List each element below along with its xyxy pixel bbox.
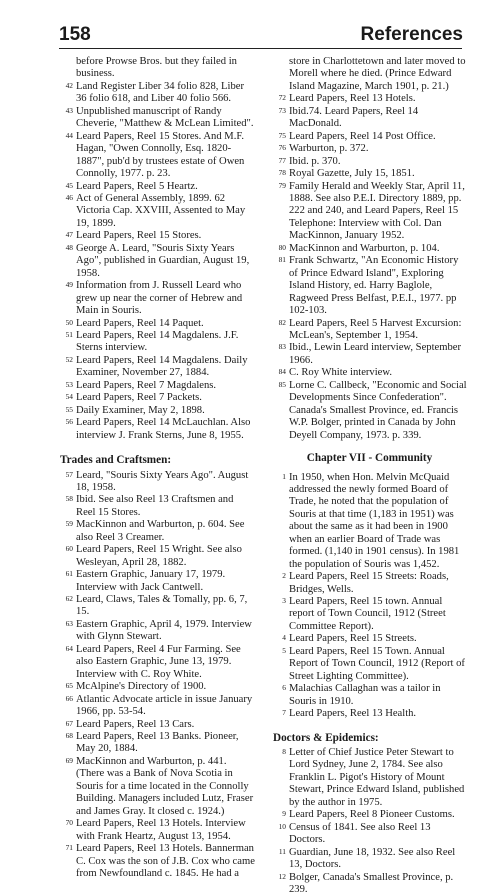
endnote-number: 56 — [65, 417, 73, 427]
header-rule — [59, 48, 462, 49]
endnote — [59, 131, 255, 181]
endnote-text: Warburton, p. 372. — [289, 143, 369, 155]
endnote-number: 75 — [278, 130, 286, 140]
left-notes-bottom — [59, 470, 255, 881]
endnote-text: Land Register Liber 34 folio 828, Liber 36 folio 618, and Liber 40 folio 566. — [76, 80, 244, 105]
endnote-number: 46 — [65, 192, 73, 202]
endnote-text: before Prowse Bros. but they failed in business. — [76, 56, 237, 80]
endnote-number: 58 — [65, 494, 73, 504]
endnote-number: 61 — [65, 569, 73, 579]
endnote — [272, 131, 467, 143]
endnote-text: Royal Gazette, July 15, 1851. — [289, 168, 415, 180]
endnote — [272, 708, 467, 720]
endnote-text: Leard, Claws, Tales & Tomally, pp. 6, 7, 15. — [76, 594, 248, 618]
endnote — [59, 470, 255, 495]
endnote-number: 84 — [278, 367, 286, 377]
endnote-number: 55 — [65, 404, 73, 414]
endnote-text: Ibid., Lewin Leard interview, September 1966. — [289, 342, 461, 366]
right-notes-top — [272, 56, 467, 442]
endnote-text: Leard, "Souris Sixty Years Ago". August 18, 1958. — [76, 469, 249, 493]
endnote-number: 6 — [282, 683, 286, 693]
chapter-heading: Chapter VII - Community — [306, 452, 433, 465]
endnote-text: Leard Papers, Reel 13 Hotels. — [289, 93, 416, 105]
endnote — [59, 230, 255, 242]
endnote — [59, 644, 255, 681]
endnote-number: 59 — [65, 519, 73, 529]
endnote-number: 5 — [282, 645, 286, 655]
endnote-number: 80 — [278, 242, 286, 252]
endnote — [59, 519, 255, 544]
endnote-number: 83 — [278, 342, 286, 352]
endnote-number: 64 — [65, 643, 73, 653]
endnote-number: 9 — [282, 809, 286, 819]
endnote — [272, 872, 467, 896]
endnote-number: 44 — [65, 130, 73, 140]
endnote — [59, 719, 255, 731]
endnote-number: 42 — [65, 80, 73, 90]
endnote-number: 70 — [65, 818, 73, 828]
endnote — [59, 594, 255, 619]
endnote-text: Leard Papers, Reel 15 town. Annual report of Town Council, 1912 (Street Committee Report). — [289, 596, 446, 632]
endnote-text: Bolger, Canada's Smallest Province, p. 239. — [289, 871, 454, 895]
endnote — [59, 181, 255, 193]
endnote — [272, 646, 467, 683]
endnote — [272, 596, 467, 633]
endnote-number: 12 — [278, 871, 286, 881]
endnote-text: Leard Papers, Reel 5 Heartz. — [76, 180, 198, 192]
endnote — [59, 318, 255, 330]
endnote-number: 10 — [278, 821, 286, 831]
endnote — [272, 56, 467, 93]
endnote-text: Leard Papers, Reel 15 Streets: Roads, Bridges, Wells. — [289, 571, 449, 595]
endnote-number: 66 — [65, 693, 73, 703]
endnote-text: Leard Papers, Reel 14 Magdalens. J.F. Sterns interview. — [76, 329, 239, 354]
endnote — [59, 544, 255, 569]
endnote — [59, 818, 255, 843]
endnote — [272, 106, 467, 131]
endnote-number: 68 — [65, 731, 73, 741]
endnote-number: 62 — [65, 594, 73, 604]
endnote-number: 1 — [282, 471, 286, 481]
endnote-number: 79 — [278, 180, 286, 190]
endnote — [59, 405, 255, 417]
endnote — [59, 355, 255, 380]
right-notes-chapter — [272, 472, 467, 721]
endnote-number: 50 — [65, 317, 73, 327]
endnote-text: Unpublished manuscript of Randy Cheverie, "Matthew & McLean Limited". — [76, 105, 254, 130]
endnote-number: 4 — [282, 633, 286, 643]
endnote-text: MacKinnon and Warburton, p. 604. See also Reel 3 Creamer. — [76, 519, 245, 543]
endnote — [272, 255, 467, 317]
endnote-text: Letter of Chief Justice Peter Stewart to Lord Sydney, June 2, 1784. See also Franklin L. Pigot's History of Mount Stewart, Prince Edward Island, published by the author in 1975. — [289, 747, 465, 808]
endnote-text: Leard Papers, Reel 15 Wright. See also Wesleyan, April 28, 1882. — [76, 544, 242, 568]
right-column — [272, 56, 467, 896]
endnote-number: 73 — [278, 105, 286, 115]
endnote — [272, 809, 467, 821]
endnote — [59, 56, 255, 81]
endnote — [59, 681, 255, 693]
endnote-text: Guardian, June 18, 1932. See also Reel 13, Doctors. — [289, 846, 456, 871]
endnote — [272, 318, 467, 343]
endnote-text: Leard Papers, Reel 15 Streets. — [289, 633, 417, 645]
endnote-number: 65 — [65, 681, 73, 691]
endnote — [272, 181, 467, 243]
left-column — [59, 56, 255, 880]
endnote-number: 72 — [278, 93, 286, 103]
left-notes-top — [59, 56, 255, 442]
section-heading-doctors: Doctors & Epidemics: — [273, 731, 379, 744]
endnote — [272, 633, 467, 645]
endnote — [59, 280, 255, 317]
endnote-text: Leard Papers, Reel 13 Health. — [289, 708, 417, 720]
endnote — [59, 81, 255, 106]
endnote — [59, 494, 255, 519]
endnote — [272, 243, 467, 255]
endnote-number: 57 — [65, 469, 73, 479]
endnote-number: 48 — [65, 242, 73, 252]
endnote — [59, 843, 255, 880]
endnote-text: Ibid. See also Reel 13 Craftsmen and Reel 15 Stores. — [76, 494, 234, 518]
endnote-text: George A. Leard, "Souris Sixty Years Ago", published in Guardian, August 19, 1958. — [76, 242, 250, 279]
endnote-number: 82 — [278, 317, 286, 327]
endnote — [59, 330, 255, 355]
endnote — [59, 380, 255, 392]
endnote-text: Leard Papers, Reel 14 McLauchlan. Also interview J. Frank Sterns, June 8, 1955. — [76, 417, 251, 441]
endnote-number: 43 — [65, 105, 73, 115]
endnote — [272, 143, 467, 155]
endnote — [59, 569, 255, 594]
endnote-text: Frank Schwartz, "An Economic History of Prince Edward Island", Exploring Island History, ed. Harry Baglole, Ragweed Press Belfast, P.E.I., 1977. pp 102-103. — [289, 255, 459, 317]
endnote-number: 71 — [65, 843, 73, 853]
endnote — [59, 193, 255, 230]
section-title: References — [360, 24, 463, 45]
endnote — [272, 472, 467, 572]
endnote — [272, 380, 467, 442]
endnote-number: 81 — [278, 255, 286, 265]
endnote-text: Ibid.74. Leard Papers, Reel 14 MacDonald. — [289, 105, 419, 130]
endnote — [272, 683, 467, 708]
endnote-number: 53 — [65, 379, 73, 389]
endnote-text: Leard Papers, Reel 13 Hotels. Interview with Frank Heartz, August 13, 1954. — [76, 818, 246, 842]
endnote-text: Lorne C. Callbeck, "Economic and Social Developments Since Confederation". Canada's Smallest Province, ed. Francis W.P. Bolger, printed in Canada by John Deyell Company, 1973. p. 339. — [289, 379, 467, 441]
endnote-number: 76 — [278, 143, 286, 153]
endnote-text: Eastern Graphic, April 4, 1979. Interview with Glynn Stewart. — [76, 618, 252, 643]
endnote-number: 45 — [65, 180, 73, 190]
endnote-number: 49 — [65, 280, 73, 290]
endnote-text: Leard Papers, Reel 4 Fur Farming. See also Eastern Graphic, June 13, 1979. Interview with C. Roy White. — [76, 643, 241, 680]
endnote-text: Atlantic Advocate article in issue January 1966, pp. 53-54. — [76, 693, 253, 718]
endnote-number: 60 — [65, 544, 73, 554]
endnote — [59, 417, 255, 442]
endnote-number: 52 — [65, 354, 73, 364]
endnote-text: MacKinnon and Warburton, p. 104. — [289, 242, 440, 254]
endnote-number: 11 — [278, 846, 286, 856]
endnote-text: Census of 1841. See also Reel 13 Doctors. — [289, 821, 431, 846]
endnote-text: Family Herald and Weekly Star, April 11, 1888. See also P.E.I. Directory 1889, pp. 222 and 240, and Leard Papers, Reel 15 Telephone: Interview with Col. Dan MacKinnon, January 1952. — [289, 180, 465, 242]
endnote-number: 77 — [278, 155, 286, 165]
endnote-text: Leard Papers, Reel 14 Post Office. — [289, 130, 436, 142]
endnote-text: store in Charlottetown and later moved to Morell where he died. (Prince Edward Island Magazine, March 1901, p. 21.) — [289, 56, 466, 92]
endnote — [59, 619, 255, 644]
endnote — [272, 168, 467, 180]
endnote-text: Leard Papers, Reel 14 Paquet. — [76, 317, 204, 329]
endnote-text: Leard Papers, Reel 7 Magdalens. — [76, 379, 217, 391]
endnote — [272, 367, 467, 379]
endnote-text: Leard Papers, Reel 13 Cars. — [76, 718, 195, 730]
endnote-text: Leard Papers, Reel 15 Town. Annual Report of Town Council, 1912 (Report of Street Lighting Committee). — [289, 645, 465, 682]
endnote-text: Leard Papers, Reel 15 Stores. And M.F. Hagan, "Owen Connolly, Esq. 1820-1887", pub'd by trustees estate of Owen Connolly, 1977. p. 23. — [76, 130, 245, 180]
endnote — [59, 694, 255, 719]
endnote — [59, 243, 255, 280]
endnote-text: Leard Papers, Reel 8 Pioneer Customs. — [289, 809, 455, 821]
endnote — [59, 756, 255, 818]
endnote — [59, 731, 255, 756]
endnote-number: 51 — [65, 329, 73, 339]
endnote — [59, 106, 255, 131]
endnote-number: 69 — [65, 755, 73, 765]
endnote-number: 8 — [282, 747, 286, 757]
endnote-text: Leard Papers, Reel 7 Packets. — [76, 392, 202, 404]
endnote — [272, 571, 467, 596]
endnote-number: 85 — [278, 379, 286, 389]
endnote-number: 63 — [65, 618, 73, 628]
endnote — [272, 93, 467, 105]
endnote-text: Daily Examiner, May 2, 1898. — [76, 404, 205, 416]
endnote — [272, 822, 467, 847]
page-number: 158 — [59, 24, 91, 45]
endnote-text: Ibid. p. 370. — [289, 155, 341, 167]
endnote-number: 47 — [65, 230, 73, 240]
endnote-number: 2 — [282, 571, 286, 581]
endnote-text: Leard Papers, Reel 14 Magdalens. Daily Examiner, November 27, 1884. — [76, 354, 248, 379]
endnote-number: 67 — [65, 718, 73, 728]
endnote — [59, 392, 255, 404]
endnote-text: Information from J. Russell Leard who grew up near the corner of Hebrew and Main in Souris. — [76, 280, 243, 317]
endnote-text: Act of General Assembly, 1899. 62 Victoria Cap. XXVIII, Assented to May 19, 1899. — [76, 192, 246, 229]
section-heading-trades: Trades and Craftsmen: — [60, 454, 172, 467]
endnote-text: C. Roy White interview. — [289, 367, 392, 379]
endnote-text: Leard Papers, Reel 13 Hotels. Bannerman C. Cox was the son of J.B. Cox who came from Newfoundland c. 1845. He had a — [76, 843, 255, 879]
endnote-number: 7 — [282, 708, 286, 718]
endnote-text: Leard Papers, Reel 15 Stores. — [76, 230, 202, 242]
endnote-text: Leard Papers, Reel 5 Harvest Excursion: McLean's, September 1, 1954. — [289, 317, 462, 341]
endnote-text: Malachias Callaghan was a tailor in Souris in 1910. — [289, 683, 441, 707]
endnote — [272, 847, 467, 872]
endnote — [272, 156, 467, 168]
endnote-text: MacKinnon and Warburton, p. 441. (There was a Bank of Nova Scotia in Souris for a time located in the Connolly Building. Managers included Lutz, Fraser and James Gray. It closed c. 1924.) — [76, 755, 254, 817]
endnote-text: Leard Papers, Reel 13 Banks. Pioneer, May 20, 1884. — [76, 731, 239, 755]
endnote-text: In 1950, when Hon. Melvin McQuaid addressed the newly formed Board of Trade, he noted that the population of Souris at that time (1,183 in 1951) was about the same as it had been in 1900 when an earlier Board of Trade was formed. (1,140 in 1901 census). In 1981 the population of Souris was 1,452. — [289, 471, 460, 570]
endnote-number: 54 — [65, 392, 73, 402]
page-header — [59, 22, 463, 46]
right-notes-bottom — [272, 747, 467, 896]
endnote-text: McAlpine's Directory of 1900. — [76, 681, 207, 693]
endnote — [272, 342, 467, 367]
endnote-number: 3 — [282, 596, 286, 606]
endnote-text: Eastern Graphic, January 17, 1979. Interview with Jack Cantwell. — [76, 569, 226, 593]
endnote-number: 78 — [278, 168, 286, 178]
